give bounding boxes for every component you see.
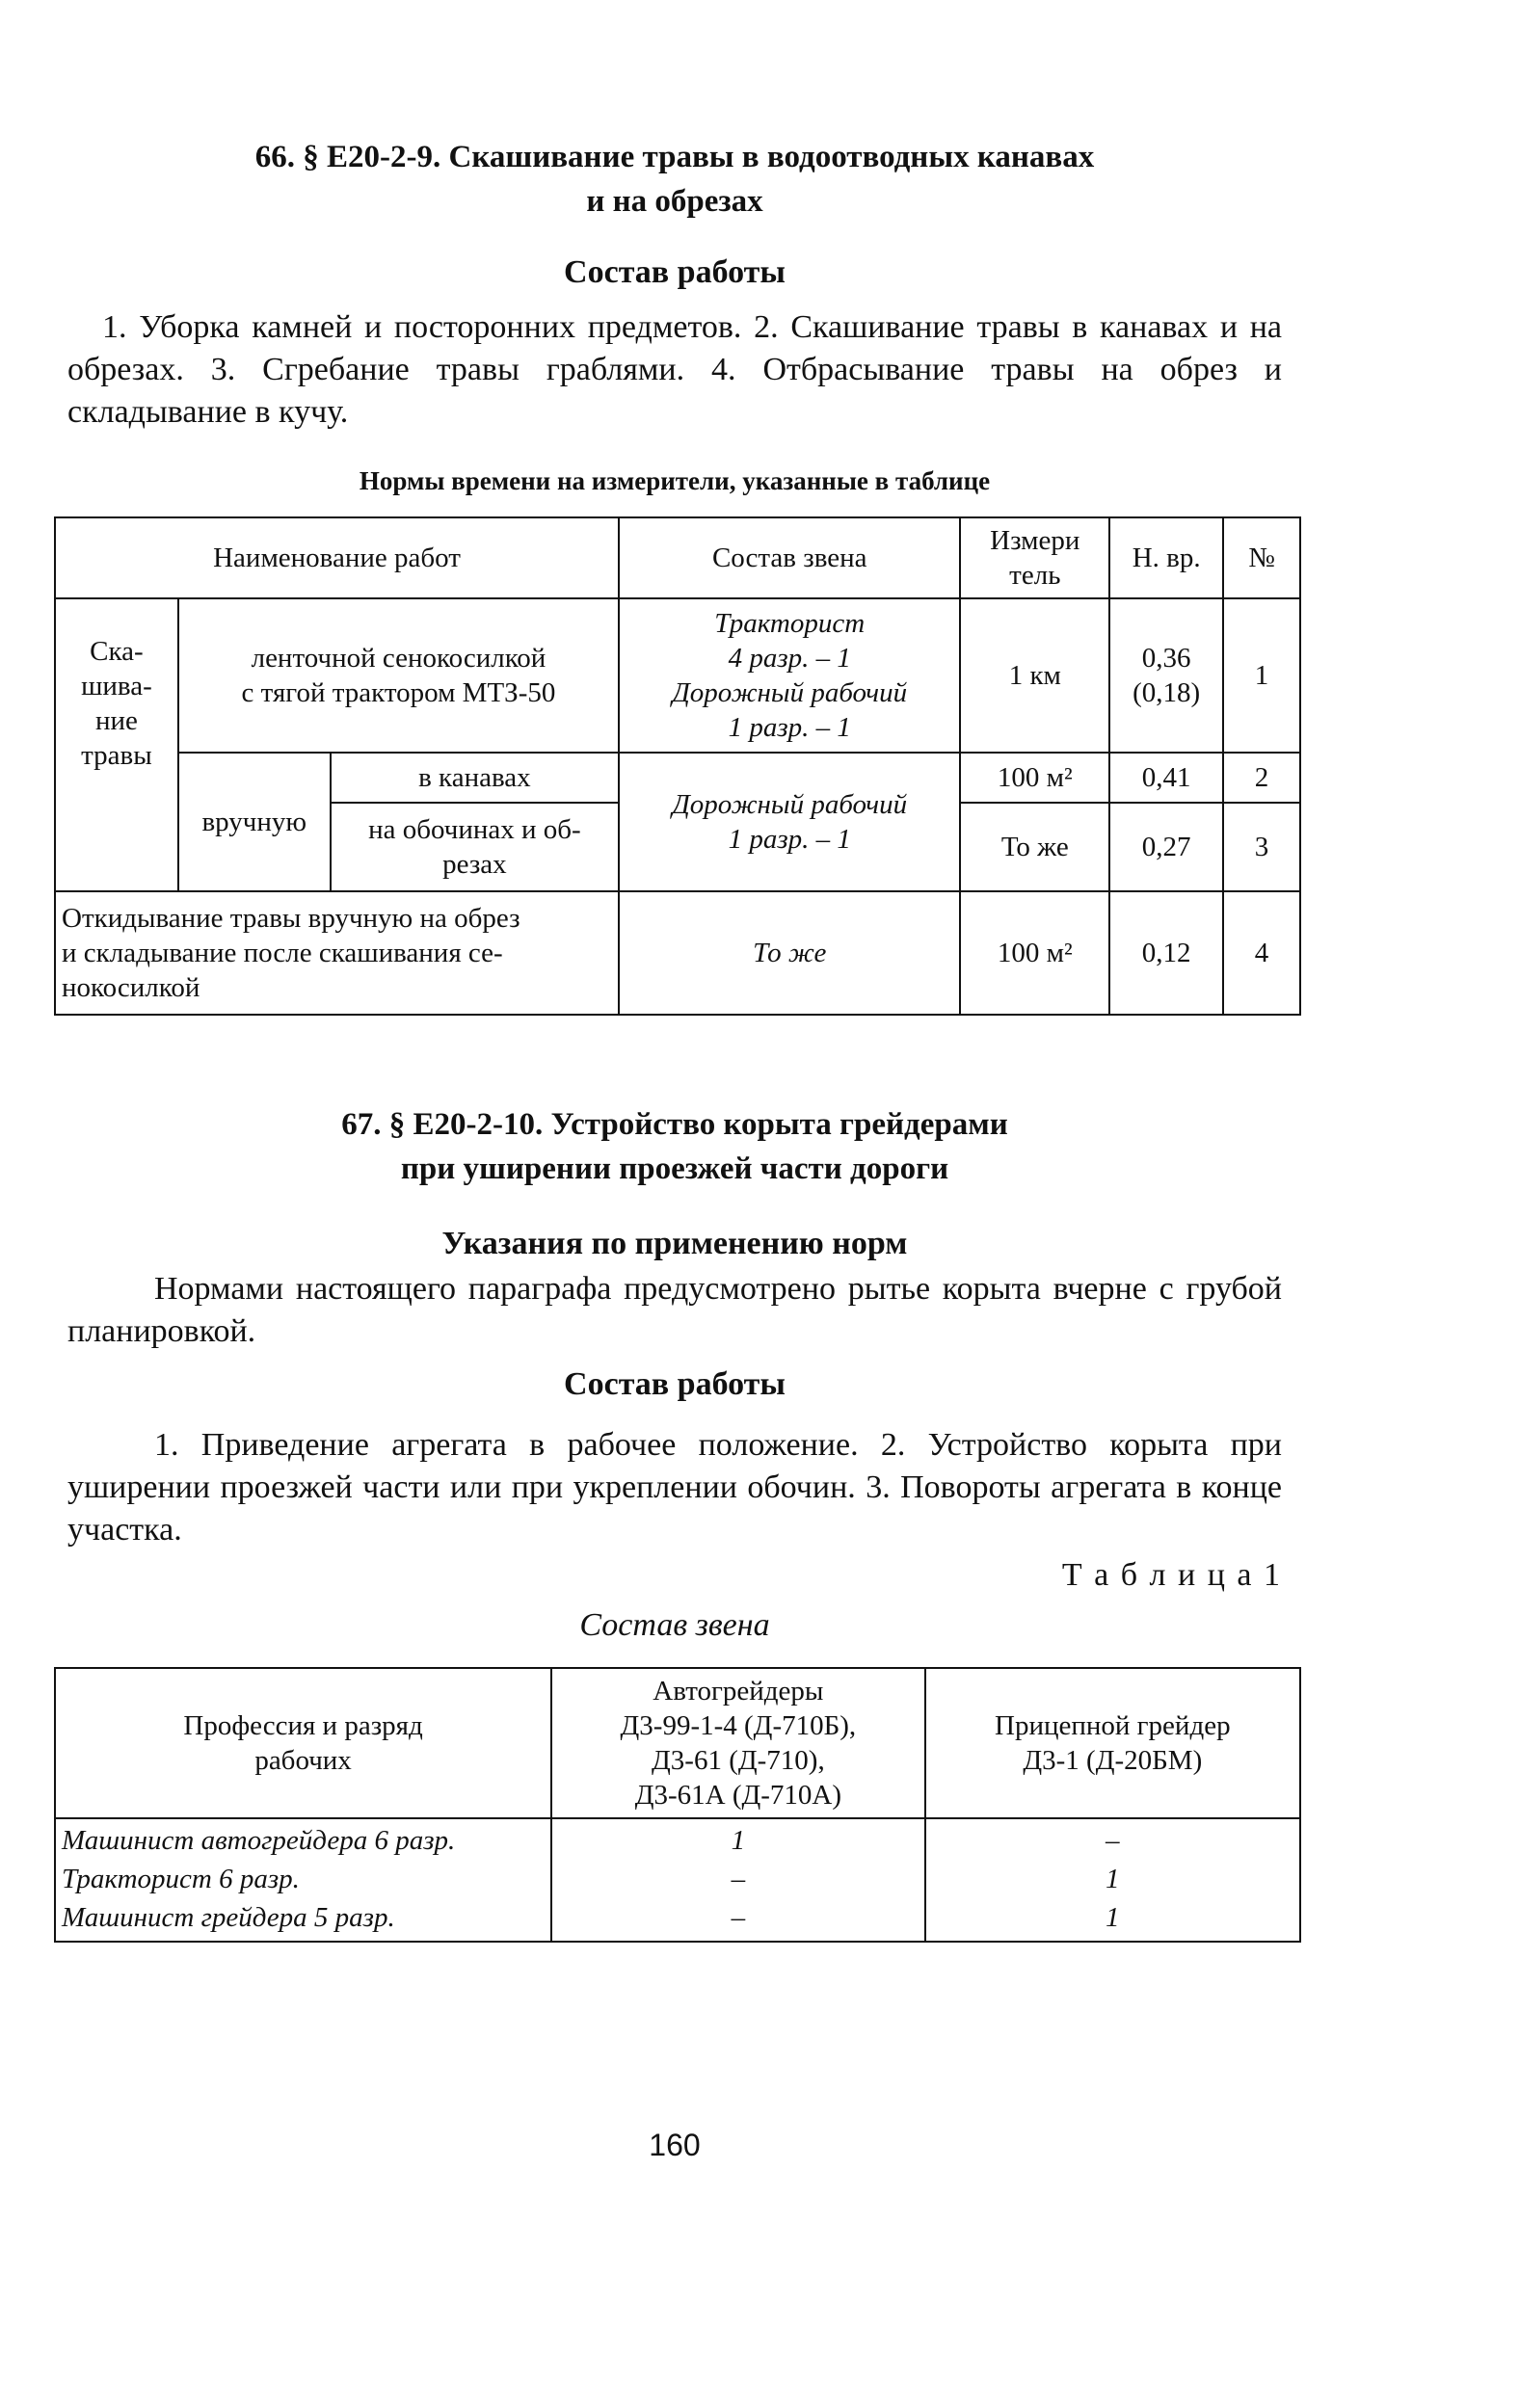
profession-cell: Тракторист 6 разр. (62, 1864, 300, 1894)
section-67-work-heading: Состав работы (564, 1366, 786, 1402)
header-profession: Профессия и разряд рабочих (55, 1668, 551, 1818)
profession-cell: Машинист автогрейдера 6 разр. (62, 1825, 456, 1856)
autograder-cell: – (731, 1902, 746, 1933)
section-66-title-line2: и на обрезах (586, 184, 763, 219)
trailer-grader-cell: – (1106, 1825, 1120, 1856)
group-label-mowing: Ска- шива- ние травы (55, 598, 178, 891)
section-66-title-line1: 66. § Е20-2-9. Скашивание травы в водоотводных канавах (254, 140, 1095, 174)
row2-place: в канавах (331, 753, 619, 803)
row2-norm: 0,41 (1109, 753, 1223, 803)
row4-norm: 0,12 (1109, 891, 1223, 1015)
crew-table-body (55, 1818, 1300, 1942)
row2-number: 2 (1223, 753, 1300, 803)
section-66-table-caption: Нормы времени на измерители, указанные в таблице (359, 466, 991, 495)
trailer-grader-values (925, 1818, 1300, 1942)
row4-work: Откидывание травы вручную на обрез и складывание после скашивания се- нокосилкой (55, 891, 619, 1015)
header-trailer-grader: Прицепной грейдер Д3-1 (Д-20БМ) (925, 1668, 1300, 1818)
section-67-instructions-text: Нормами настоящего параграфа предусмотрено рытье корыта вчерне с грубой планировкой. (67, 1271, 1282, 1349)
autograder-cell: 1 (731, 1825, 746, 1856)
table-row (55, 891, 1300, 1015)
table-row (55, 598, 1300, 753)
profession-cell: Машинист грейдера 5 разр. (62, 1902, 395, 1933)
header-work: Наименование работ (55, 517, 619, 598)
row4-crew: То же (619, 891, 960, 1015)
page-number: 160 (649, 2128, 701, 2162)
row1-method: ленточной сенокосилкой с тягой трактором МТЗ-50 (178, 598, 619, 753)
table-number-label: Т а б л и ц а 1 (1061, 1557, 1282, 1593)
row3-meter: То же (960, 803, 1109, 891)
section-66-work-text: 1. Уборка камней и посторонних предметов. 2. Скашивание травы в канавах и на обрезах. 3. Сгребание травы граблями. 4. Отбрасывание травы на обрез и складывание в кучу. (67, 309, 1282, 430)
trailer-grader-cell: 1 (1106, 1864, 1120, 1894)
section-67-title-line1: 67. § Е20-2-10. Устройство корыта грейдерами (341, 1107, 1008, 1142)
table-header-row (55, 517, 1300, 598)
row2-meter: 100 м² (960, 753, 1109, 803)
header-number: № (1223, 517, 1300, 598)
crew-composition-table (54, 1667, 1301, 1943)
table-row (55, 753, 1300, 803)
section-66-work-heading: Состав работы (564, 254, 786, 290)
row3-place: на обочинах и об- резах (331, 803, 619, 891)
row1-number: 1 (1223, 598, 1300, 753)
header-norm: Н. вр. (1109, 517, 1223, 598)
section-66-norms-table (54, 516, 1301, 1016)
autograder-values (551, 1818, 924, 1942)
row3-number: 3 (1223, 803, 1300, 891)
autograder-cell: – (731, 1864, 746, 1894)
section-67-title-line2: при уширении проезжей части дороги (400, 1151, 949, 1186)
trailer-grader-cell: 1 (1106, 1902, 1120, 1933)
header-autograders: Автогрейдеры Д3-99-1-4 (Д-710Б), Д3-61 (Д-710), Д3-61А (Д-710А) (551, 1668, 924, 1818)
section-66-title (145, 135, 1205, 224)
row4-meter: 100 м² (960, 891, 1109, 1015)
row4-number: 4 (1223, 891, 1300, 1015)
row1-norm: 0,36 (0,18) (1109, 598, 1223, 753)
manual-crew: Дорожный рабочий 1 разр. – 1 (619, 753, 960, 891)
section-67-title (145, 1102, 1205, 1191)
crew-table-title: Состав звена (579, 1607, 770, 1643)
row1-crew: Тракторист 4 разр. – 1 Дорожный рабочий 1 разр. – 1 (619, 598, 960, 753)
profession-list (55, 1818, 551, 1942)
row1-meter: 1 км (960, 598, 1109, 753)
section-67-instructions-heading: Указания по применению норм (441, 1226, 908, 1261)
manual-label: вручную (178, 753, 331, 891)
row3-norm: 0,27 (1109, 803, 1223, 891)
section-67-work-text: 1. Приведение агрегата в рабочее положение. 2. Устройство корыта при уширении проезжей части или при укреплении обочин. 3. Повороты агрегата в конце участка. (67, 1427, 1282, 1548)
crew-table-header (55, 1668, 1300, 1818)
header-meter: Измери тель (960, 517, 1109, 598)
header-crew: Состав звена (619, 517, 960, 598)
